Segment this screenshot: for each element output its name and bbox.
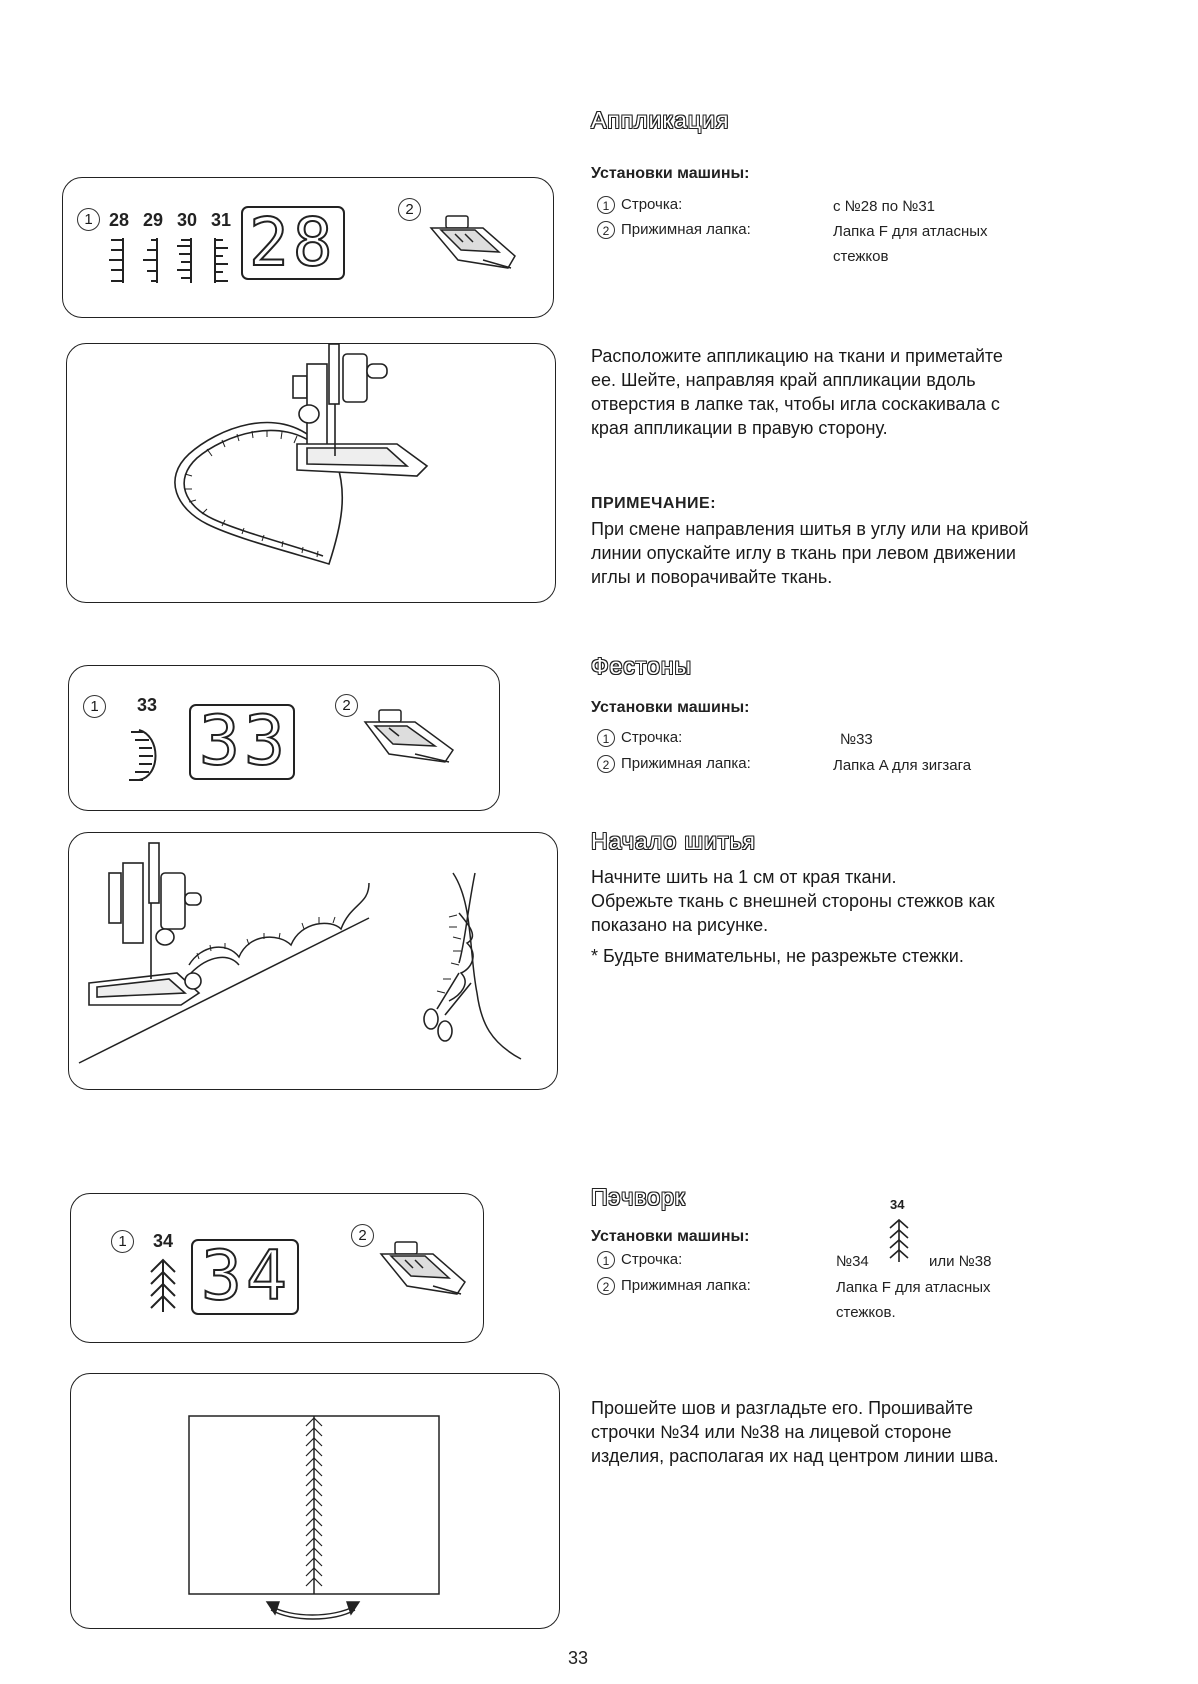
row-label: Строчка: [621,196,683,213]
scallop-settings-panel [68,665,500,811]
scallop-row-stitch-value: №33 [840,731,873,748]
start-sewing-title: Начало шитья [591,828,756,854]
presser-foot-f-icon [63,178,555,319]
row-label: Прижимная лапка: [621,221,751,238]
presser-foot-a-icon [69,666,501,812]
patchwork-row-stitch-value: №34 [836,1253,869,1270]
applique-row-stitch [597,196,682,214]
pattern-number-34: 34 [153,1231,174,1251]
text-line: Прошейте шов и разгладьте его. Прошивайте [591,1398,973,1418]
row-circle-1: 1 [597,196,615,214]
row-circle-2: 2 [597,755,615,773]
scallop-illustration-panel [68,832,558,1090]
row-circle-1: 1 [597,729,615,747]
circled-number-1: 1 [83,695,106,718]
row-circle-2: 2 [597,1277,615,1295]
lcd-value: 28 [249,204,337,281]
applique-row-stitch-value: с №28 по №31 [833,198,936,215]
text-line: изделия, располагая их над центром линии шва. [591,1446,999,1466]
row-label: Строчка: [621,729,683,746]
text-line: Расположите аппликацию на ткани и приметайте [591,346,1003,366]
patchwork-instructions [591,1396,999,1468]
scallop-title: Фестоны [591,653,693,679]
applique-title: Аппликация [591,107,730,133]
circled-number-2: 2 [351,1224,374,1247]
patchwork-settings-panel [70,1193,484,1343]
scallop-row-foot-value: Лапка A для зигзага [833,757,972,774]
applique-row-foot [597,221,751,239]
text-line: иглы и поворачивайте ткань. [591,567,833,587]
text-line: При смене направления шитья в углу или на кривой [591,519,1029,539]
scissors-icon [424,973,471,1041]
pattern-number-30: 30 [177,210,198,230]
pattern-number-33: 33 [137,695,158,715]
text-line: Начните шить на 1 см от края ткани. [591,867,897,887]
circled-number-2: 2 [398,198,421,221]
pattern-number-29: 29 [143,210,164,230]
scallop-sewing-illustration [69,833,559,1091]
applique-row-foot-value: Лапка F для атласных [833,223,988,240]
row-circle-2: 2 [597,221,615,239]
heart-applique-illustration [67,344,557,604]
text-line: края аппликации в правую сторону. [591,418,888,438]
start-sewing-instructions [591,865,995,937]
scallop-settings-head: Установки машины: [591,699,750,716]
circled-number-1: 1 [111,1230,134,1253]
patchwork-row-foot-value-2: стежков. [836,1304,896,1321]
scallop-row-stitch [597,729,682,747]
circled-number-2: 2 [335,694,358,717]
lcd-value: 33 [199,702,289,781]
patchwork-row-foot-value: Лапка F для атласных [836,1279,991,1296]
patchwork-settings-head: Установки машины: [591,1228,750,1245]
pattern-number-28: 28 [109,210,130,230]
pattern-number-31: 31 [211,210,232,230]
chevron-stitch-icon [886,1216,912,1270]
patchwork-row-stitch [597,1251,682,1269]
scallop-row-foot [597,755,751,773]
text-line: отверстия в лапке так, чтобы игла соскакивала с [591,394,1000,414]
row-circle-1: 1 [597,1251,615,1269]
press-open-arrows [267,1602,359,1619]
patchwork-illustration-panel [70,1373,560,1629]
applique-instructions [591,344,1003,440]
applique-illustration-panel [66,343,556,603]
note-text [591,517,1029,589]
page-number: 33 [568,1648,589,1668]
text-line: линии опускайте иглу в ткань при левом движении [591,543,1016,563]
presser-foot-f-icon [71,1194,485,1344]
row-label: Строчка: [621,1251,683,1268]
patchwork-stitch-label: 34 [890,1197,905,1212]
text-line: ее. Шейте, направляя край аппликации вдоль [591,370,976,390]
lcd-value: 34 [201,1237,291,1316]
applique-settings-panel [62,177,554,318]
applique-row-foot-value-2: стежков [833,248,889,265]
note-heading: ПРИМЕЧАНИЕ: [591,495,717,512]
circled-number-1: 1 [77,208,100,231]
text-line: показано на рисунке. [591,915,769,935]
patchwork-row-stitch-alt: или №38 [929,1253,992,1270]
applique-settings-head: Установки машины: [591,165,750,182]
row-label: Прижимная лапка: [621,755,751,772]
patchwork-seam-illustration [71,1374,561,1630]
text-line: Обрежьте ткань с внешней стороны стежков как [591,891,995,911]
text-line: строчки №34 или №38 на лицевой стороне [591,1422,952,1442]
row-label: Прижимная лапка: [621,1277,751,1294]
patchwork-row-foot [597,1277,751,1295]
start-sewing-caution: * Будьте внимательны, не разрежьте стежки. [591,946,964,966]
patchwork-title: Пэчворк [591,1184,686,1210]
